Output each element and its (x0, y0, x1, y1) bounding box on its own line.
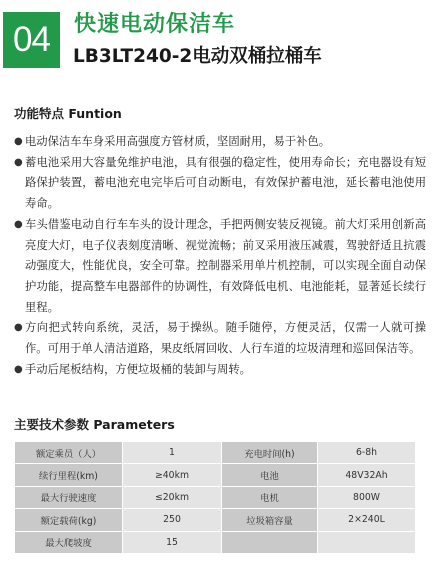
feature-item (14, 153, 426, 215)
param-label: 续行里程(km) (15, 464, 123, 486)
param-value: 800W (318, 486, 416, 508)
section-number-badge: 04 (3, 12, 60, 68)
bullet-icon: ● (14, 363, 23, 375)
param-label: 充电时间(h) (222, 442, 318, 464)
table-row (15, 509, 416, 531)
param-value: 250 (123, 509, 222, 531)
features-heading: 功能特点 Funtion (14, 106, 122, 121)
param-label: 电机 (222, 486, 318, 508)
feature-text: 手动后尾板结构，方便垃圾桶的装卸与周转。 (25, 362, 251, 376)
param-value (318, 531, 416, 553)
table-row (15, 464, 416, 486)
parameters-table (14, 441, 416, 554)
param-value: 6-8h (318, 442, 416, 464)
feature-text: 方向把式转向系统，灵活，易于操纵。随手随停，方便灵活，仅需一人就可操作。可用于单人清洁道路，果皮纸屑回收、人行车道的垃圾清理和巡回保洁等。 (25, 321, 426, 356)
bullet-icon: ● (14, 156, 23, 168)
parameters-heading: 主要技术参数 Parameters (14, 417, 175, 432)
feature-text: 蓄电池采用大容量免维护电池，具有很强的稳定性，使用寿命长；充电器设有短路保护装置，蓄电池充电完毕后可自动断电，有效保护蓄电池，延长蓄电池使用寿命。 (25, 155, 426, 211)
param-value: 48V32Ah (318, 464, 416, 486)
feature-text: 电动保洁车车身采用高强度方管材质，坚固耐用，易于补色。 (25, 135, 331, 148)
bullet-icon: ● (14, 322, 23, 334)
param-value: ≥40km (123, 464, 222, 486)
table-row (15, 486, 416, 508)
feature-item (14, 318, 426, 359)
param-value: ≤20km (123, 486, 222, 508)
features-list (14, 132, 426, 380)
feature-item (14, 360, 426, 381)
param-label: 额定乘员（人） (15, 442, 123, 464)
param-label (222, 531, 318, 553)
param-value: 2×240L (318, 509, 416, 531)
param-label: 最大行驶速度 (15, 486, 123, 508)
param-value: 1 (123, 442, 222, 464)
product-title: 快速电动保洁车 (74, 12, 236, 37)
document-header (0, 0, 432, 85)
table-row (15, 531, 416, 553)
param-label: 最大爬坡度 (15, 531, 123, 553)
bullet-icon: ● (14, 218, 23, 230)
feature-text: 车头借鉴电动自行车车头的设计理念，手把两侧安装反视镜。前大灯采用创新高亮度大灯，电子仪表刻度清晰、视觉流畅；前叉采用液压减震，驾驶舒适且抗震动强度大，性能优良，安全可靠。控制器采用单片机控制，可以实现全面自动保护功能，提高整车电器部件的协调性，有效降低电机、电池能耗，显著延长续行里程。 (25, 217, 426, 314)
param-label: 电池 (222, 464, 318, 486)
param-label: 额定载荷(kg) (15, 509, 123, 531)
feature-item (14, 215, 426, 319)
bullet-icon: ● (14, 136, 23, 147)
param-label: 垃圾箱容量 (222, 509, 318, 531)
product-model: LB3LT240-2电动双桶拉桶车 (73, 46, 322, 67)
param-value: 15 (123, 531, 222, 553)
feature-item (14, 132, 426, 153)
table-row (15, 442, 416, 464)
